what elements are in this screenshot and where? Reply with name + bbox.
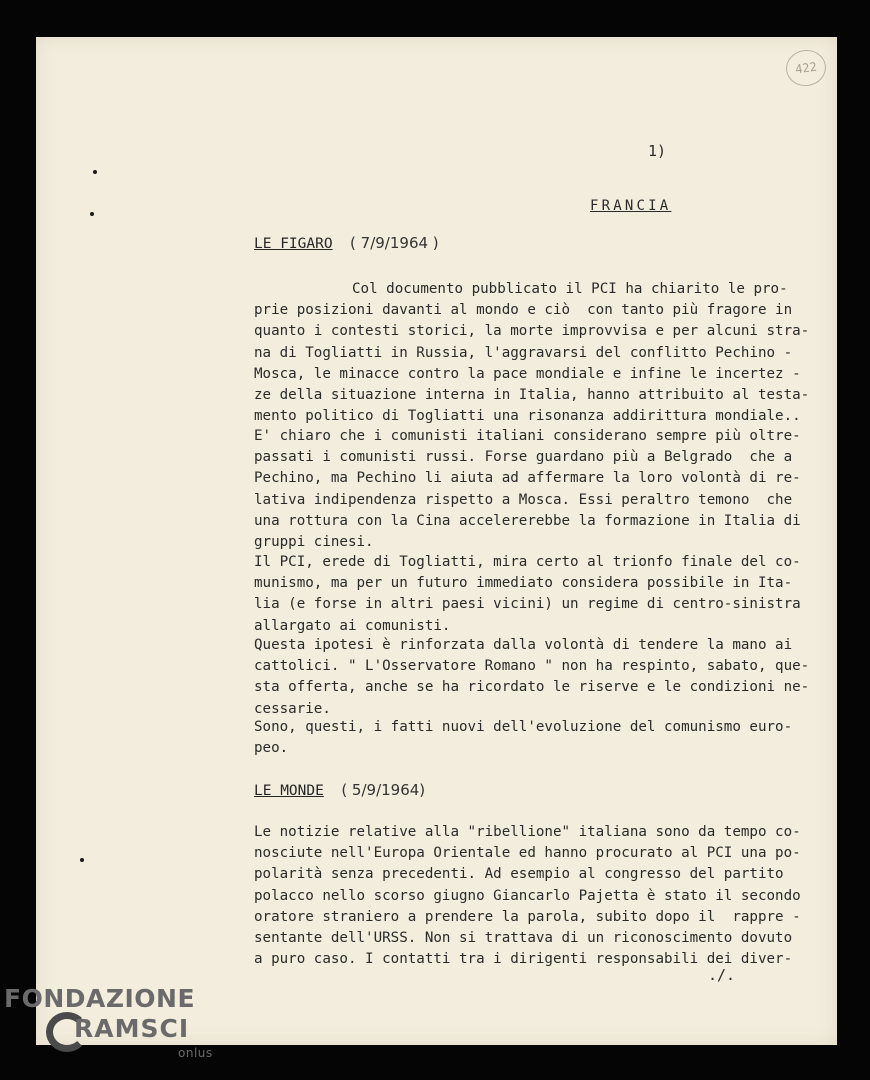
- text-line: cattolici. " L'Osservatore Romano " non ha respinto, sabato, que-: [254, 658, 810, 675]
- text-line: oratore straniero a prendere la parola, subito dopo il rappre -: [254, 908, 801, 925]
- text-line: Questa ipotesi è rinforzata dalla volontà di tendere la mano ai: [254, 637, 793, 653]
- paragraph: [254, 426, 801, 553]
- text-line: lativa indipendenza rispetto a Mosca. Essi peraltro temono che: [254, 491, 793, 508]
- country-title: FRANCIA: [590, 198, 672, 214]
- text-line: na di Togliatti in Russia, l'aggravarsi del conflitto Pechino -: [254, 344, 793, 361]
- paragraph: [254, 822, 801, 970]
- fondazione-gramsci-watermark: [4, 984, 219, 1064]
- watermark-text: onlus: [178, 1046, 213, 1060]
- text-line: nosciute nell'Europa Orientale ed hanno procurato al PCI una po-: [254, 845, 801, 862]
- hole-mark: [90, 212, 94, 216]
- article-date: ( 5/9/1964): [341, 781, 426, 799]
- newspaper-name: LE FIGARO: [254, 236, 333, 252]
- text-line: Le notizie relative alla "ribellione" italiana sono da tempo co-: [254, 824, 801, 840]
- text-line: E' chiaro che i comunisti italiani considerano sempre più oltre-: [254, 428, 801, 444]
- text-line: cessarie.: [254, 700, 331, 717]
- text-line: Sono, questi, i fatti nuovi dell'evoluzione del comunismo euro-: [254, 719, 793, 735]
- text-line: gruppi cinesi.: [254, 533, 374, 550]
- text-line: prie posizioni davanti al mondo e ciò con tanto più fragore in: [254, 302, 793, 319]
- text-line: polacco nello scorso giugno Giancarlo Pajetta è stato il secondo: [254, 887, 801, 904]
- text-line: lia (e forse in altri paesi vicini) un regime di centro-sinistra: [254, 596, 801, 613]
- newspaper-name: LE MONDE: [254, 783, 324, 799]
- text-line: una rottura con la Cina accelererebbe la formazione in Italia di: [254, 512, 801, 529]
- paragraph: [254, 635, 810, 720]
- text-line: sentante dell'URSS. Non si trattava di un riconoscimento dovuto: [254, 929, 793, 946]
- text-line: munismo, ma per un futuro immediato considera possibile in Ita-: [254, 575, 793, 592]
- text-line: allargato ai comunisti.: [254, 617, 451, 634]
- text-line: mento politico di Togliatti una risonanza addirittura mondiale..: [254, 408, 801, 425]
- text-line: passati i comunisti russi. Forse guardano più a Belgrado che a: [254, 449, 793, 466]
- archive-stamp: 422: [784, 47, 829, 88]
- text-line: peo.: [254, 740, 289, 757]
- text-line: a puro caso. I contatti tra i dirigenti responsabili dei diver-: [254, 951, 793, 968]
- text-line: Il PCI, erede di Togliatti, mira certo al trionfo finale del co-: [254, 554, 801, 570]
- hole-mark: [80, 858, 84, 862]
- continuation-mark: ./.: [708, 966, 736, 984]
- text-line: Mosca, le minacce contro la pace mondiale e infine le incertez -: [254, 365, 801, 382]
- paragraph: [254, 717, 794, 759]
- section-heading-monde: [254, 781, 425, 799]
- section-heading-figaro: [254, 234, 439, 252]
- page-number: 1): [648, 142, 667, 160]
- paragraph: [254, 552, 801, 637]
- text-line: polarità senza precedenti. Ad esempio al congresso del partito: [254, 866, 784, 883]
- text-line: ze della situazione interna in Italia, hanno attribuito al testa-: [254, 386, 810, 403]
- watermark-text: FONDAZIONE: [4, 984, 196, 1013]
- hole-mark: [93, 170, 97, 174]
- paragraph: [254, 279, 810, 427]
- article-date: ( 7/9/1964 ): [350, 234, 439, 252]
- text-line: Col documento pubblicato il PCI ha chiarito le pro-: [352, 281, 788, 297]
- text-line: sta offerta, anche se ha ricordato le riserve e le condizioni ne-: [254, 679, 810, 696]
- text-line: Pechino, ma Pechino li aiuta ad affermare la loro volontà di re-: [254, 470, 801, 487]
- text-line: quanto i contesti storici, la morte improvvisa e per alcuni stra-: [254, 323, 810, 340]
- watermark-text: RAMSCI: [74, 1014, 190, 1043]
